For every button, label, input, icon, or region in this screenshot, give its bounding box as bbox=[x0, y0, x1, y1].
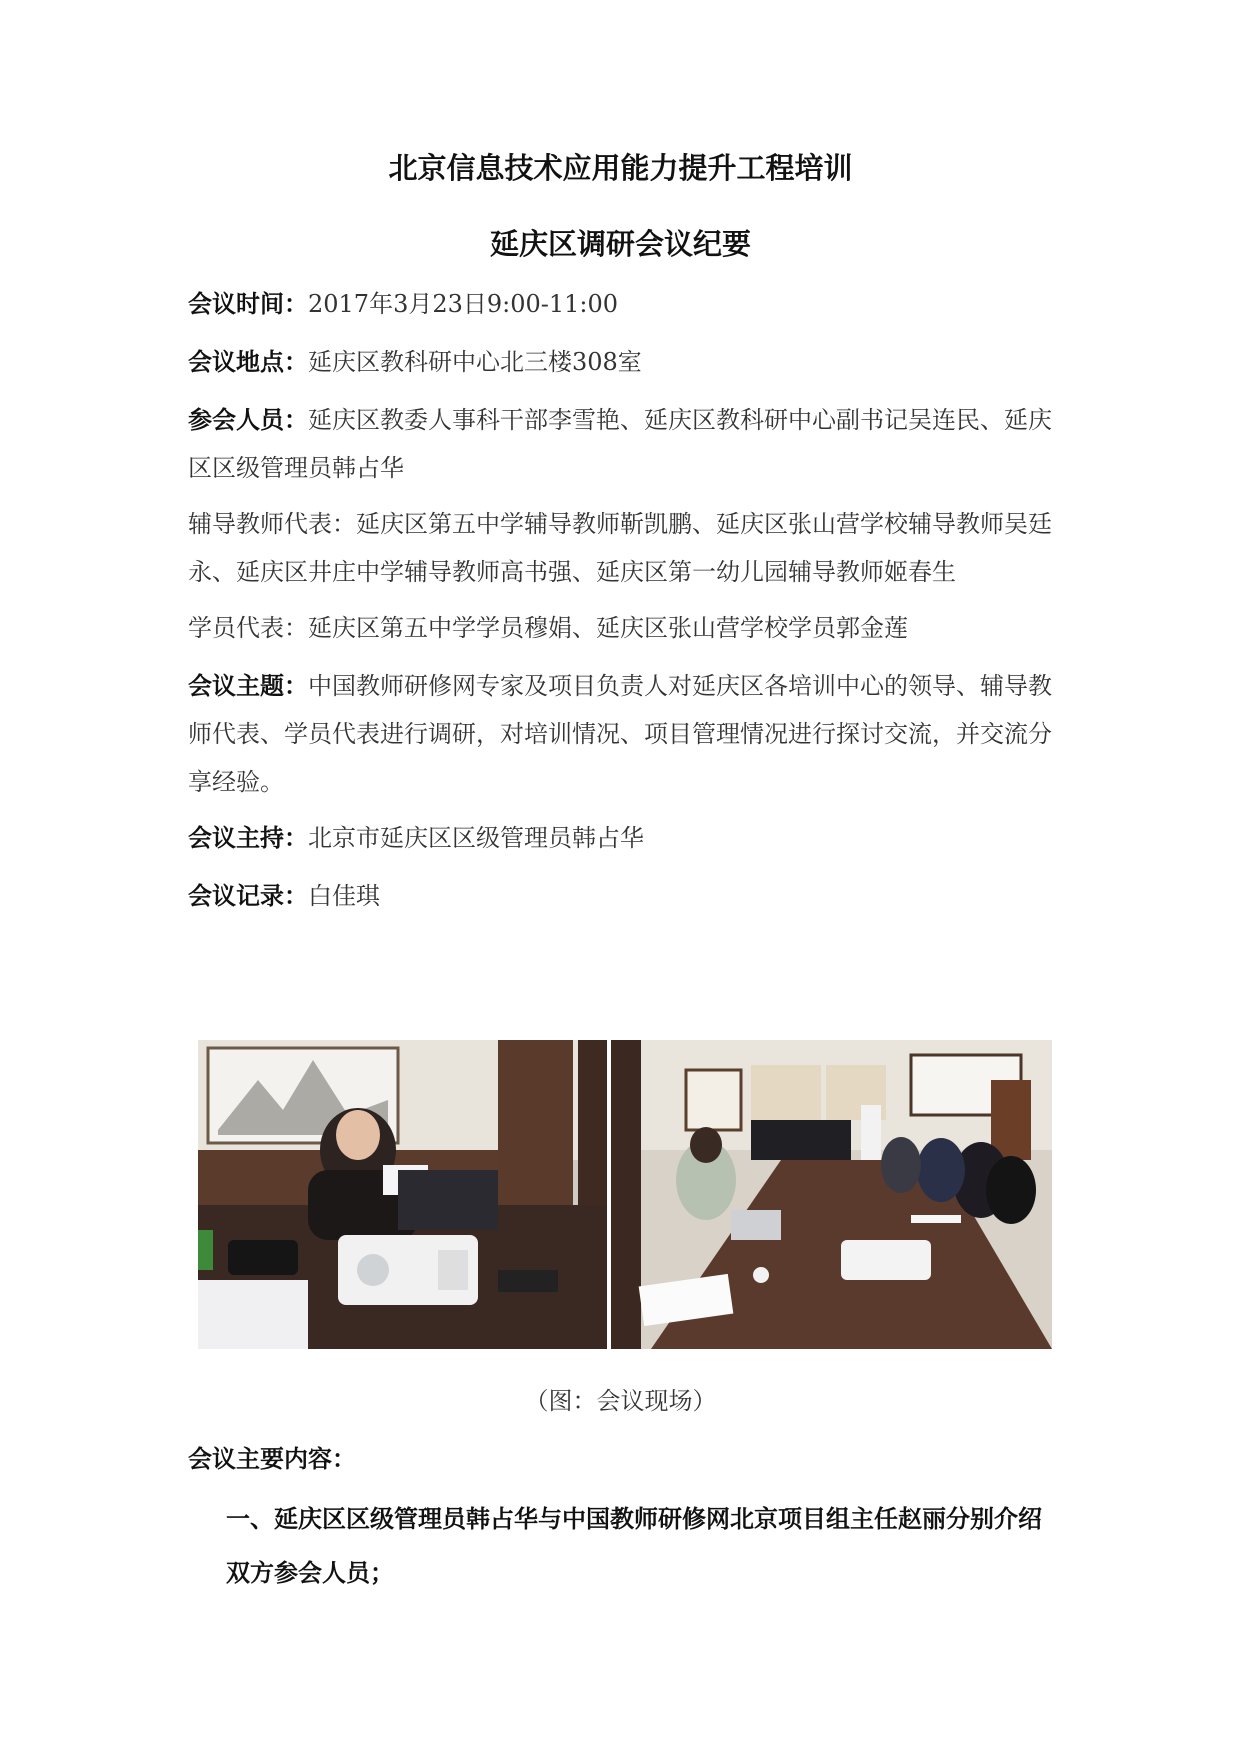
meeting-place-label: 会议地点： bbox=[188, 348, 308, 376]
meeting-recorder-label: 会议记录： bbox=[188, 882, 308, 910]
section-title: 会议主要内容： bbox=[188, 1445, 356, 1473]
tutor-reps-label: 辅导教师代表： bbox=[188, 510, 356, 538]
meeting-topic-value: 中国教师研修网专家及项目负责人对延庆区各培训中心的领导、辅导教师代表、学员代表进行调研，对培训情况、项目管理情况进行探讨交流，并交流分享经验。 bbox=[188, 672, 1052, 796]
tutor-reps bbox=[188, 500, 1060, 596]
meeting-topic-label: 会议主题： bbox=[188, 672, 308, 700]
meeting-photo-right bbox=[611, 1040, 1052, 1349]
student-reps-label: 学员代表： bbox=[188, 614, 308, 642]
meeting-host-label: 会议主持： bbox=[188, 824, 308, 852]
doc-subtitle: 延庆区调研会议纪要 bbox=[489, 227, 751, 261]
meeting-place bbox=[188, 338, 1060, 386]
attendees-value: 延庆区教委人事科干部李雪艳、延庆区教科研中心副书记吴连民、延庆区区级管理员韩占华 bbox=[188, 406, 1052, 482]
doc-title: 北京信息技术应用能力提升工程培训 bbox=[388, 151, 853, 185]
meeting-time bbox=[188, 280, 1060, 328]
meeting-recorder bbox=[188, 872, 1060, 920]
meeting-place-value: 延庆区教科研中心北三楼308室 bbox=[308, 348, 642, 376]
attendees-label: 参会人员： bbox=[188, 406, 308, 434]
student-reps-value: 延庆区第五中学学员穆娟、延庆区张山营学校学员郭金莲 bbox=[308, 614, 908, 642]
meeting-topic bbox=[188, 662, 1060, 806]
meeting-recorder-value: 白佳琪 bbox=[308, 882, 380, 910]
meeting-host-value: 北京市延庆区区级管理员韩占华 bbox=[308, 824, 644, 852]
figure-caption: （图：会议现场） bbox=[524, 1387, 717, 1415]
meeting-time-value: 2017年3月23日9:00-11:00 bbox=[308, 290, 619, 318]
content-item-1: 一、延庆区区级管理员韩占华与中国教师研修网北京项目组主任赵丽分别介绍双方参会人员； bbox=[226, 1505, 1042, 1587]
attendees bbox=[188, 396, 1060, 492]
student-reps bbox=[188, 604, 1060, 652]
meeting-photo-left bbox=[198, 1040, 607, 1349]
meeting-time-label: 会议时间： bbox=[188, 290, 308, 318]
meeting-host bbox=[188, 814, 1060, 862]
tutor-reps-value: 延庆区第五中学辅导教师靳凯鹏、延庆区张山营学校辅导教师吴廷永、延庆区井庄中学辅导教师高书强、延庆区第一幼儿园辅导教师姬春生 bbox=[188, 510, 1052, 586]
